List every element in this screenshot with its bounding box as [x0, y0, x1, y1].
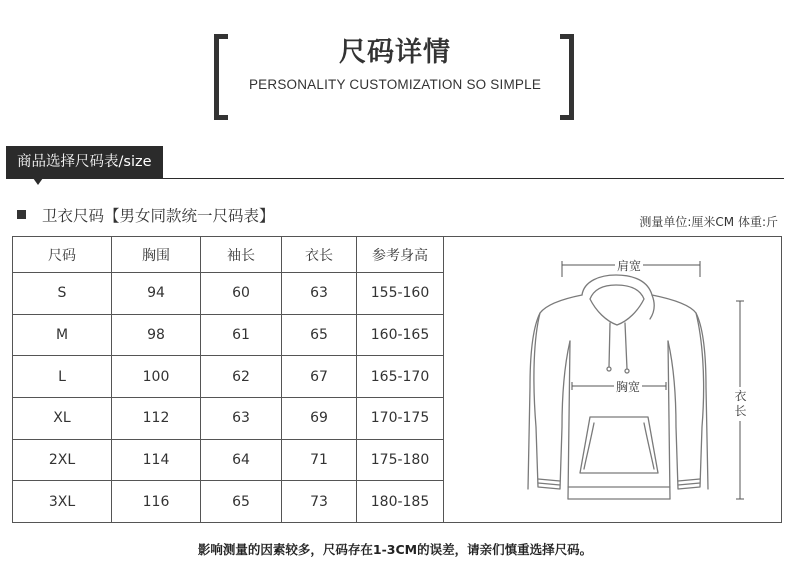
table-row — [13, 439, 444, 481]
cell-sleeve: 60 — [201, 273, 282, 315]
hoodie-illustration-panel — [444, 236, 782, 523]
cell-sleeve: 62 — [201, 356, 282, 398]
table-row — [13, 397, 444, 439]
column-header-height: 参考身高 — [357, 237, 444, 273]
column-header-length: 衣长 — [282, 237, 357, 273]
table-title: 卫衣尺码【男女同款统一尺码表】 — [42, 207, 275, 225]
cell-size: L — [13, 356, 112, 398]
shoulder-width-label: 肩宽 — [617, 259, 642, 273]
cell-sleeve: 61 — [201, 314, 282, 356]
table-row — [13, 273, 444, 315]
column-header-size: 尺码 — [13, 237, 112, 273]
cell-height: 180-185 — [357, 481, 444, 523]
cell-sleeve: 64 — [201, 439, 282, 481]
cell-size: 3XL — [13, 481, 112, 523]
bullet-square-icon — [17, 210, 26, 219]
cell-length: 71 — [282, 439, 357, 481]
cell-height: 155-160 — [357, 273, 444, 315]
cell-height: 160-165 — [357, 314, 444, 356]
table-row — [13, 314, 444, 356]
column-header-sleeve: 袖长 — [201, 237, 282, 273]
cell-sleeve: 63 — [201, 397, 282, 439]
cell-size: M — [13, 314, 112, 356]
size-table — [12, 236, 444, 523]
hoodie-icon — [444, 237, 782, 524]
unit-note: 测量单位:厘米CM 体重:斤 — [639, 215, 778, 229]
footer-note: 影响测量的因素较多，尺码存在1-3CM的误差，请亲们慎重选择尺码。 — [197, 542, 593, 557]
cell-chest: 98 — [112, 314, 201, 356]
table-header-row — [13, 237, 444, 273]
cell-size: XL — [13, 397, 112, 439]
section-divider — [6, 178, 784, 179]
section-tag-pointer — [33, 178, 43, 185]
cell-length: 63 — [282, 273, 357, 315]
cell-size: S — [13, 273, 112, 315]
slogan: PERSONALITY CUSTOMIZATION SO SIMPLE — [248, 77, 542, 92]
cell-length: 67 — [282, 356, 357, 398]
section-tag: 商品选择尺码表/size — [6, 146, 163, 178]
column-header-chest: 胸围 — [112, 237, 201, 273]
cell-chest: 116 — [112, 481, 201, 523]
cell-chest: 114 — [112, 439, 201, 481]
cell-height: 165-170 — [357, 356, 444, 398]
cell-sleeve: 65 — [201, 481, 282, 523]
table-row — [13, 356, 444, 398]
cell-length: 65 — [282, 314, 357, 356]
table-row — [13, 481, 444, 523]
cell-height: 175-180 — [357, 439, 444, 481]
cell-size: 2XL — [13, 439, 112, 481]
page-title: 尺码详情 — [339, 37, 451, 68]
cell-chest: 94 — [112, 273, 201, 315]
cell-chest: 100 — [112, 356, 201, 398]
length-label: 衣长 — [734, 387, 747, 421]
chest-width-label: 胸宽 — [616, 380, 641, 394]
cell-height: 170-175 — [357, 397, 444, 439]
cell-chest: 112 — [112, 397, 201, 439]
cell-length: 69 — [282, 397, 357, 439]
cell-length: 73 — [282, 481, 357, 523]
